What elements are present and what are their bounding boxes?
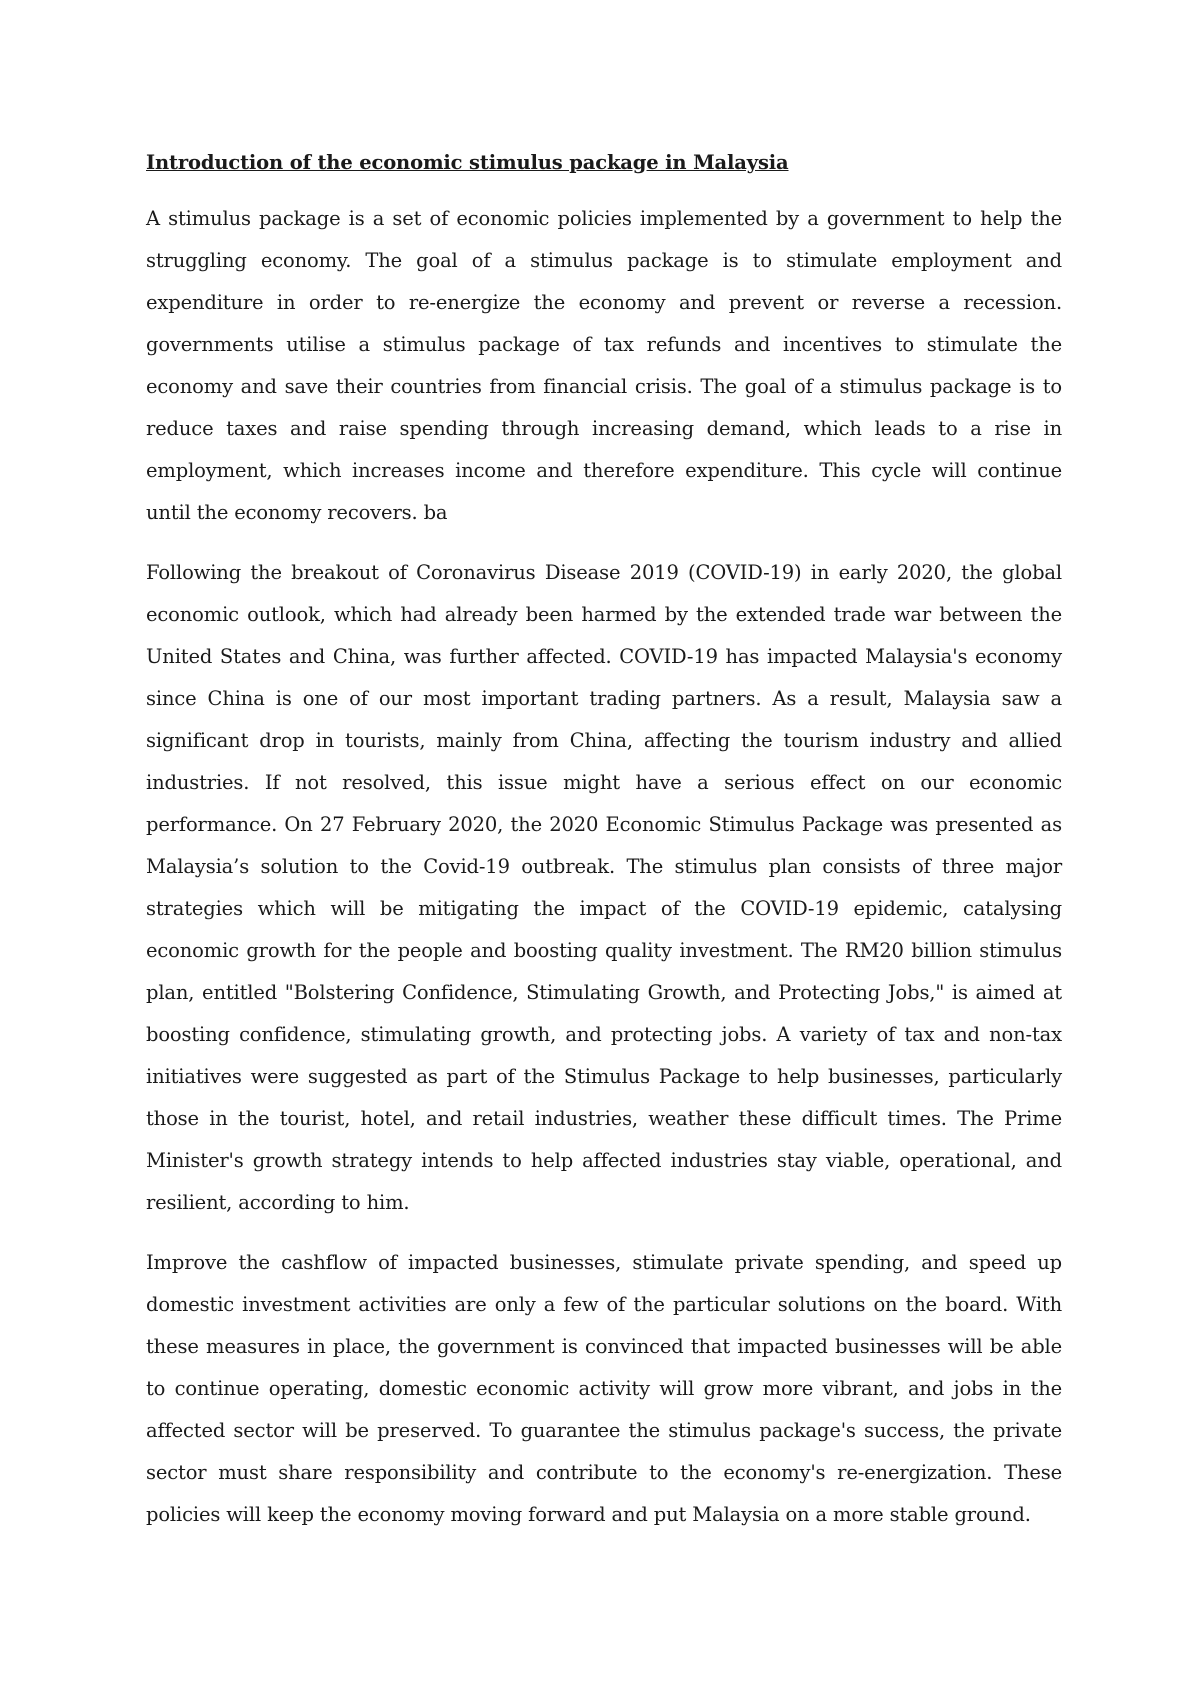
- paragraph-3: Improve the cashflow of impacted businesses, stimulate private spending, and speed up domestic investment activities are only a few of the particular solutions on the board. With these measures in place, the government is convinced that impacted businesses will be able to continue operating, domestic economic activity will grow more vibrant, and jobs in the affected sector will be preserved. To guarantee the stimulus package's success, the private sector must share responsibility and contribute to the economy's re-energization. These policies will keep the economy moving forward and put Malaysia on a more stable ground.: [146, 1251, 1062, 1526]
- document-body: [146, 142, 1062, 1554]
- paragraph-1: A stimulus package is a set of economic policies implemented by a government to help the struggling economy. The goal of a stimulus package is to stimulate employment and expenditure in order to re-energize the economy and prevent or reverse a recession. governments utilise a stimulus package of tax refunds and incentives to stimulate the economy and save their countries from financial crisis. The goal of a stimulus package is to reduce taxes and raise spending through increasing demand, which leads to a rise in employment, which increases income and therefore expenditure. This cycle will continue until the economy recovers. ba: [146, 207, 1062, 524]
- paragraph-2: Following the breakout of Coronavirus Disease 2019 (COVID-19) in early 2020, the global economic outlook, which had already been harmed by the extended trade war between the United States and China, was further affected. COVID-19 has impacted Malaysia's economy since China is one of our most important trading partners. As a result, Malaysia saw a significant drop in tourists, mainly from China, affecting the tourism industry and allied industries. If not resolved, this issue might have a serious effect on our economic performance. On 27 February 2020, the 2020 Economic Stimulus Package was presented as Malaysia’s solution to the Covid-19 outbreak. The stimulus plan consists of three major strategies which will be mitigating the impact of the COVID-19 epidemic, catalysing economic growth for the people and boosting quality investment. The RM20 billion stimulus plan, entitled "Bolstering Confidence, Stimulating Growth, and Protecting Jobs," is aimed at boosting confidence, stimulating growth, and protecting jobs. A variety of tax and non-tax initiatives were suggested as part of the Stimulus Package to help businesses, particularly those in the tourist, hotel, and retail industries, weather these difficult times. The Prime Minister's growth strategy intends to help affected industries stay viable, operational, and resilient, according to him.: [146, 561, 1062, 1214]
- document-heading: Introduction of the economic stimulus package in Malaysia: [146, 151, 789, 174]
